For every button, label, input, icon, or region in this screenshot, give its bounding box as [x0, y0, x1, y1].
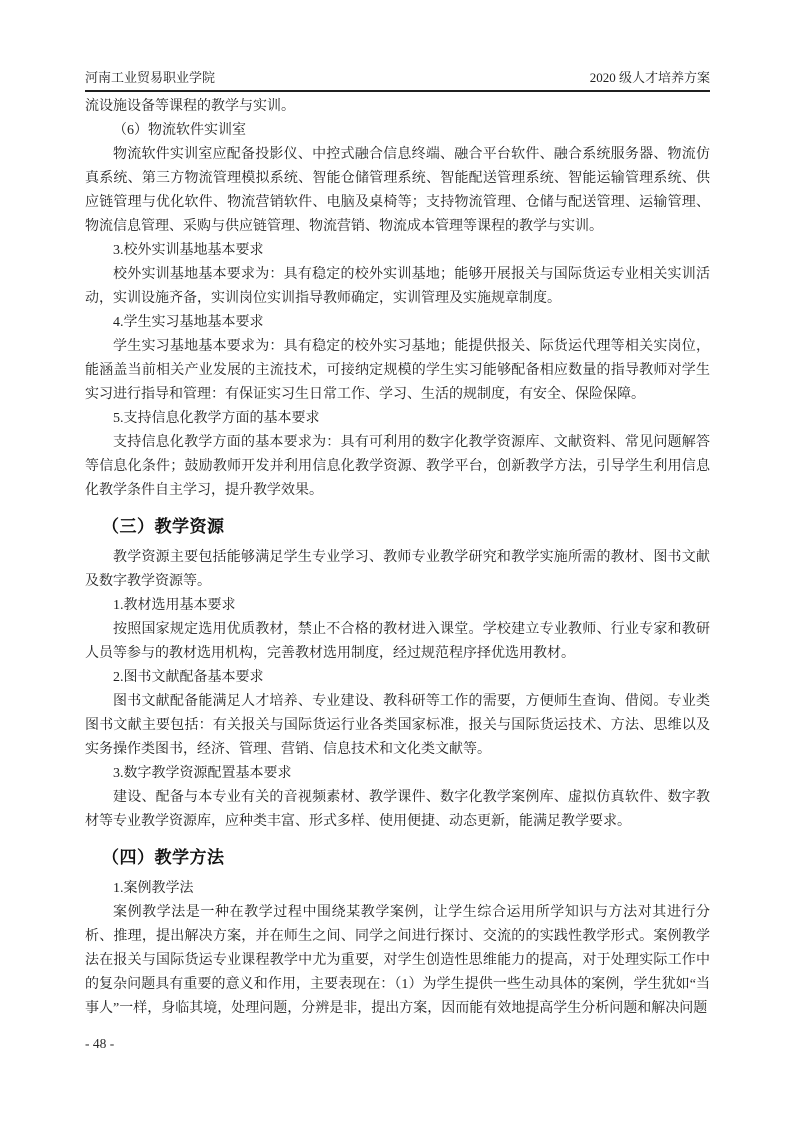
paragraph-textbook-selection: 按照国家规定选用优质教材，禁止不合格的教材进入课堂。学校建立专业教师、行业专家和教研人员等参与的教材选用机构，完善教材选用制度，经过规范程序择优选用教材。: [85, 622, 710, 661]
subheading-informatization-support: 5.支持信息化教学方面的基本要求: [113, 411, 320, 426]
subheading-textbook-selection: 1.教材选用基本要求: [113, 598, 236, 613]
subheading-offcampus-training-base: 3.校外实训基地基本要求: [113, 243, 264, 258]
subheading-student-internship-base: 4.学生实习基地基本要求: [113, 315, 264, 330]
page-header: [85, 70, 710, 92]
page-number: - 48 -: [85, 1036, 115, 1051]
subheading-logistics-software-lab: （6）物流软件实训室: [113, 123, 246, 138]
section-heading-teaching-methods: （四）教学方法: [102, 848, 225, 867]
header-plan-title: 2020 级人才培养方案: [589, 70, 710, 85]
paragraph-digital-resources: 建设、配备与本专业有关的音视频素材、教学课件、数字化教学案例库、虚拟仿真软件、数字教材等专业教学资源库，应种类丰富、形式多样、使用便捷、动态更新，能满足教学要求。: [85, 790, 710, 829]
subheading-digital-resources: 3.数字教学资源配置基本要求: [113, 766, 292, 781]
header-school-name: 河南工业贸易职业学院: [85, 70, 216, 85]
subheading-case-teaching-method: 1.案例教学法: [113, 881, 194, 896]
section-heading-teaching-resources: （三）教学资源: [102, 517, 225, 536]
page-body: [85, 95, 710, 1021]
subheading-library-literature: 2.图书文献配备基本要求: [113, 670, 264, 685]
paragraph-library-literature: 图书文献配备能满足人才培养、专业建设、教科研等工作的需要，方便师生查询、借阅。专业类图书文献主要包括：有关报关与国际货运行业各类国家标准，报关与国际货运技术、方法、思维以及实务操作类图书，经济、管理、营销、信息技术和文化类文献等。: [85, 694, 710, 757]
paragraph-logistics-software-lab: 物流软件实训室应配备投影仪、中控式融合信息终端、融合平台软件、融合系统服务器、物流仿真系统、第三方物流管理模拟系统、智能仓储管理系统、智能配送管理系统、智能运输管理系统、供应链管理与优化软件、物流营销软件、电脑及桌椅等；支持物流管理、仓储与配送管理、运输管理、物流信息管理、采购与供应链管理、物流营销、物流成本管理等课程的教学与实训。: [85, 147, 710, 234]
paragraph-continuation: 流设施设备等课程的教学与实训。: [85, 99, 295, 114]
paragraph-case-teaching-method: 案例教学法是一种在教学过程中围绕某教学案例，让学生综合运用所学知识与方法对其进行分析、推理，提出解决方案，并在师生之间、同学之间进行探讨、交流的的实践性教学形式。案例教学法在报关与国际货运专业课程教学中尤为重要，对学生创造性思维能力的提高，对于处理实际工作中的复杂问题具有重要的意义和作用，主要表现在：（1）为学生提供一些生动具体的案例，学生犹如“当事人”一样，身临其境，处理问题，分辨是非，提出方案，因而能有效地提高学生分析问题和解决问题: [85, 905, 710, 1016]
paragraph-teaching-resources-intro: 教学资源主要包括能够满足学生专业学习、教师专业教学研究和教学实施所需的教材、图书文献及数字教学资源等。: [85, 550, 710, 589]
paragraph-student-internship-base: 学生实习基地基本要求为：具有稳定的校外实习基地；能提供报关、际货运代理等相关实岗位，能涵盖当前相关产业发展的主流技术，可接纳定规模的学生实习能够配备相应数量的指导教师对学生实习进行指导和管理：有保证实习生日常工作、学习、生活的规制度，有安全、保险保障。: [85, 339, 710, 402]
paragraph-offcampus-training-base: 校外实训基地基本要求为：具有稳定的校外实训基地；能够开展报关与国际货运专业相关实训活动，实训设施齐备，实训岗位实训指导教师确定，实训管理及实施规章制度。: [85, 267, 710, 306]
paragraph-informatization-support: 支持信息化教学方面的基本要求为：具有可利用的数字化教学资源库、文献资料、常见问题解答等信息化条件；鼓励教师开发并利用信息化教学资源、教学平台，创新教学方法，引导学生利用信息化教学条件自主学习，提升教学效果。: [85, 435, 710, 498]
